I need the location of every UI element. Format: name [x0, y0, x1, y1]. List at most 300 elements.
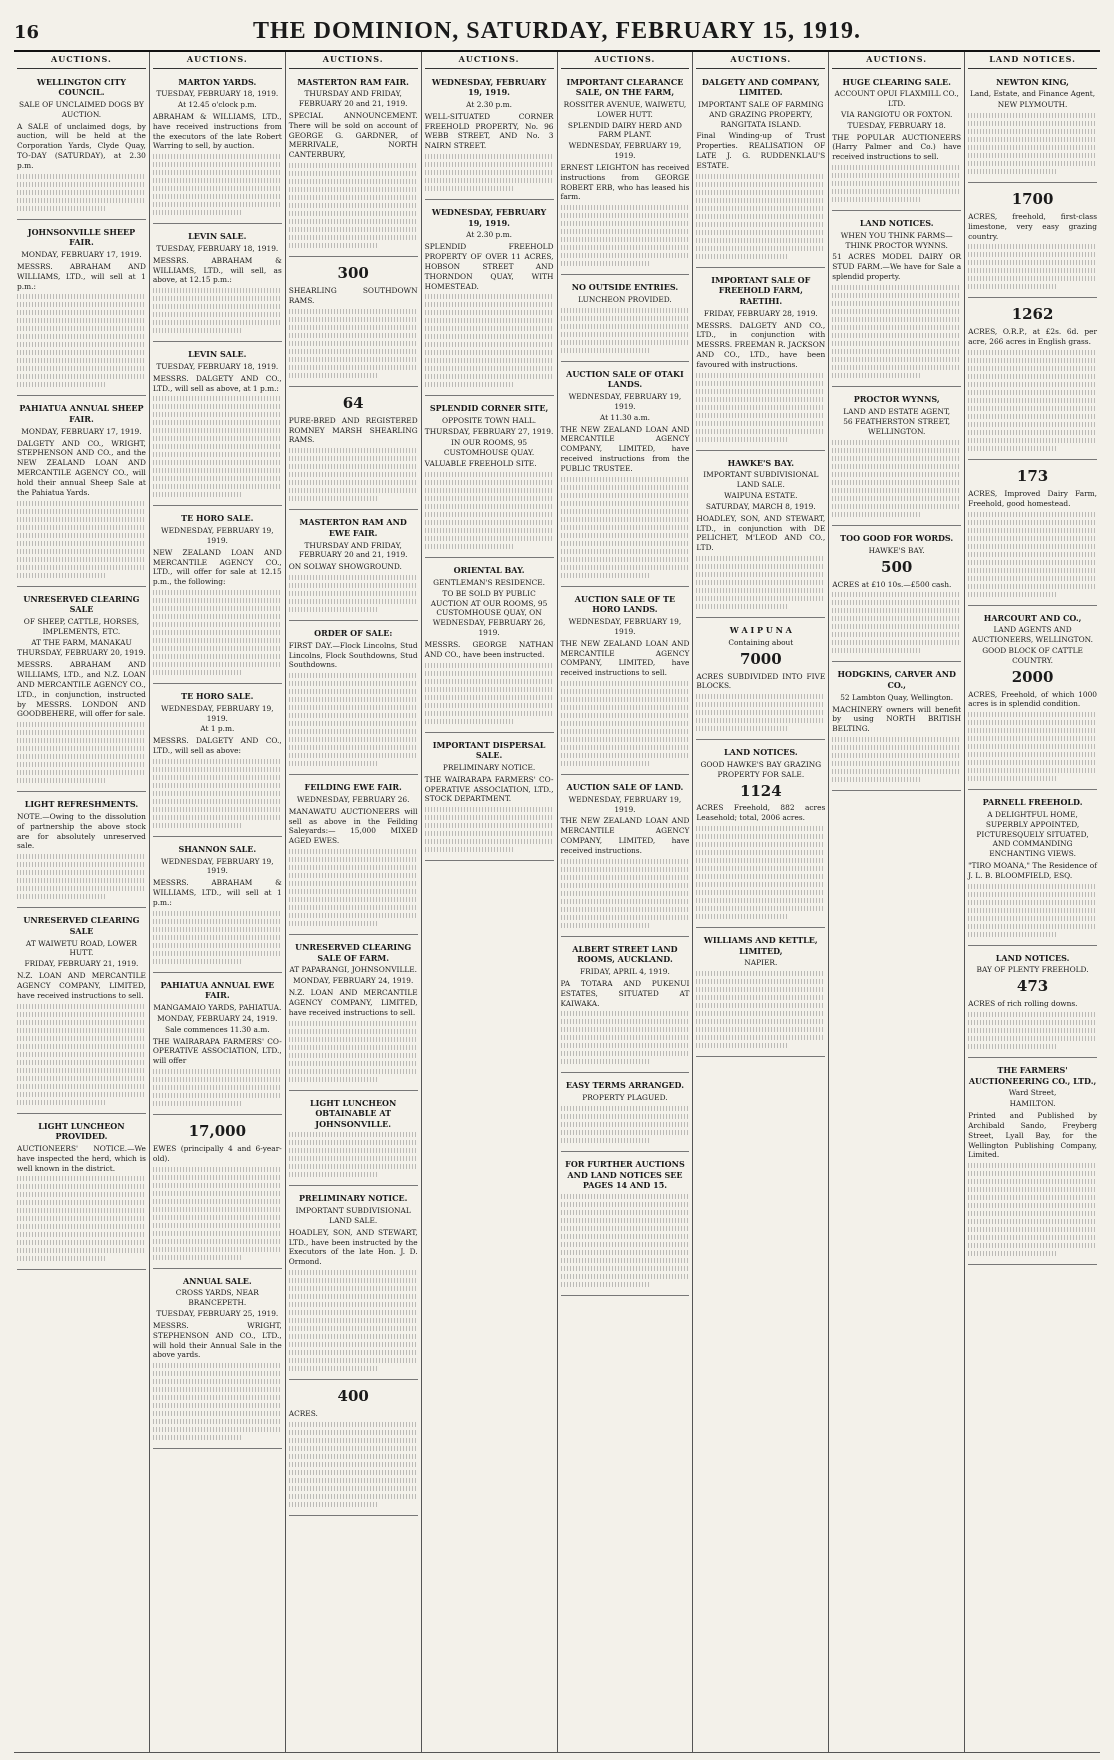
text-line-placeholder [17, 1200, 146, 1205]
ad-title: LAND NOTICES. [995, 952, 1070, 963]
text-line-placeholder [153, 1085, 282, 1090]
text-line-placeholder [832, 761, 961, 766]
text-line-placeholder [968, 414, 1097, 419]
text-line-placeholder [425, 334, 554, 339]
column-header: LAND NOTICES. [968, 52, 1097, 69]
text-line-placeholder [289, 187, 418, 192]
text-line-placeholder [153, 1183, 282, 1188]
text-line-placeholder [425, 342, 554, 347]
text-line-placeholder [289, 496, 379, 501]
ad-title: PAHIATUA ANNUAL SHEEP FAIR. [19, 403, 144, 425]
ad-body: ACRES, freehold, first-class limestone, very easy grazing country. [968, 211, 1097, 241]
ad-subline: OF SHEEP, CATTLE, HORSES, IMPLEMENTS, ETC. [23, 616, 140, 636]
text-line-placeholder [289, 235, 418, 240]
text-line-placeholder [561, 485, 690, 490]
ad-body: ACRES, Improved Dairy Farm, Freehold, good homestead. [968, 488, 1097, 508]
ad-body: ERNEST LEIGHTON has received instructions from GEORGE ROBERT ERB, who has leased his farm. [560, 162, 690, 202]
ad-title: LAND NOTICES. [859, 218, 934, 229]
ad-body: ACRES, Freehold, of which 1000 acres is in splendid condition. [968, 689, 1097, 709]
text-line-placeholder [289, 1462, 418, 1467]
text-line-placeholder [968, 560, 1097, 565]
column-7 [829, 52, 965, 1752]
text-line-placeholder [153, 1167, 282, 1172]
advertisement [153, 1271, 282, 1450]
text-line-placeholder [289, 607, 379, 612]
ad-subline: WEDNESDAY, FEBRUARY 19, 1919. [568, 617, 682, 636]
text-line-placeholder [832, 488, 961, 493]
ad-title: MASTERTON RAM FAIR. [297, 76, 409, 87]
ad-subline: VIA RANGIOTU OR FOXTON. [841, 109, 953, 119]
text-line-placeholder [289, 1422, 418, 1427]
text-line-placeholder [153, 1191, 282, 1196]
text-line-placeholder [153, 1371, 282, 1376]
text-line-placeholder [289, 1366, 379, 1371]
text-line-placeholder [561, 1242, 690, 1247]
ad-subline: SALE OF UNCLAIMED DOGS BY AUCTION. [19, 99, 144, 119]
text-line-placeholder [968, 1187, 1097, 1192]
text-line-placeholder [696, 842, 825, 847]
ad-subline: NEW PLYMOUTH. [997, 100, 1068, 110]
ad-subline: OPPOSITE TOWN HALL. [442, 416, 537, 426]
text-line-placeholder [696, 381, 825, 386]
text-line-placeholder [832, 504, 961, 509]
text-line-placeholder [17, 541, 146, 546]
text-line-placeholder [561, 891, 690, 896]
text-line-placeholder [425, 544, 515, 549]
ad-subline: PRELIMINARY NOTICE. [442, 762, 536, 772]
text-line-placeholder [425, 711, 554, 716]
text-line-placeholder [561, 501, 690, 506]
advertisement [832, 528, 961, 662]
text-line-placeholder [968, 1227, 1097, 1232]
text-line-placeholder [289, 873, 418, 878]
ad-title: AUCTION SALE OF LAND. [566, 782, 684, 793]
text-line-placeholder [561, 713, 690, 718]
text-line-placeholder [17, 1092, 146, 1097]
text-line-placeholder [968, 760, 1097, 765]
text-line-placeholder [968, 113, 1097, 118]
ad-figure: 17,000 [188, 1122, 247, 1141]
text-line-placeholder [425, 162, 554, 167]
text-line-placeholder [968, 390, 1097, 395]
text-line-placeholder [153, 1069, 282, 1074]
text-line-placeholder [832, 480, 961, 485]
text-line-placeholder [153, 476, 282, 481]
ad-subline: LAND AND ESTATE AGENT, [843, 406, 951, 416]
ad-subline: WAIPUNA ESTATE. [724, 491, 798, 501]
text-line-placeholder [153, 178, 282, 183]
text-line-placeholder [968, 776, 1058, 781]
text-line-placeholder [17, 182, 146, 187]
text-line-placeholder [696, 198, 825, 203]
text-line-placeholder [289, 1326, 418, 1331]
text-line-placeholder [17, 1100, 107, 1105]
text-line-placeholder [832, 197, 922, 202]
text-line-placeholder [289, 317, 418, 322]
text-line-placeholder [561, 308, 690, 313]
text-line-placeholder [696, 190, 825, 195]
text-line-placeholder [153, 1239, 282, 1244]
text-line-placeholder [425, 374, 554, 379]
column-header: AUCTIONS. [153, 52, 282, 69]
ad-body: MESSRS. ABRAHAM & WILLIAMS, LTD., will sell, as above, at 12.15 p.m.: [152, 255, 282, 285]
text-line-placeholder [17, 517, 146, 522]
ad-subline: MANGAMAIO YARDS, PAHIATUA. [153, 1003, 282, 1013]
text-line-placeholder [561, 557, 690, 562]
text-line-placeholder [289, 905, 418, 910]
text-line-placeholder [832, 301, 961, 306]
ad-title: DALGETY AND COMPANY, LIMITED. [701, 76, 820, 98]
text-line-placeholder [561, 1043, 690, 1048]
advertisement [696, 620, 825, 740]
text-line-placeholder [153, 1411, 282, 1416]
ad-body: SPLENDID FREEHOLD PROPERTY OF OVER 11 ACRES, HOBSON STREET AND THORNDON QUAY, WITH HOMESTEAD. [424, 242, 554, 291]
text-line-placeholder [561, 681, 690, 686]
text-line-placeholder [289, 575, 418, 580]
text-line-placeholder [561, 1234, 690, 1239]
ad-title: PROCTOR WYNNS, [853, 394, 940, 404]
ad-subline: MONDAY, FEBRUARY 17, 1919. [21, 426, 142, 436]
text-line-placeholder [17, 374, 146, 379]
ad-title: EASY TERMS ARRANGED. [565, 1080, 684, 1091]
text-line-placeholder [561, 899, 690, 904]
text-line-placeholder [425, 170, 554, 175]
ad-title: LIGHT REFRESHMENTS. [24, 799, 139, 810]
ad-figure: 7000 [739, 649, 782, 668]
ad-body: MESSRS. DALGETY AND CO., LTD., in conjunction with MESSRS. FREEMAN R. JACKSON AND CO., LTD., have been favoured with instructions. [696, 320, 826, 369]
ad-body: MESSRS. ABRAHAM AND WILLIAMS, LTD., and N.Z. LOAN AND MERCANTILE AGENCY CO., LTD., in conjunction, instructed by MESSRS. LONDON AND GOODBEHERE, will offer for sale. [17, 660, 146, 719]
ad-body: THE POPULAR AUCTIONEERS (Harry Palmer and Co.) have received instructions to sell. [832, 132, 962, 162]
text-line-placeholder [289, 211, 418, 216]
ad-subline: LUNCHEON PROVIDED. [578, 294, 672, 304]
ad-subline: 52 Lambton Quay, Wellington. [840, 692, 954, 702]
text-line-placeholder [17, 746, 146, 751]
advertisement [832, 213, 961, 387]
ad-title: IMPORTANT CLEARANCE SALE, ON THE FARM, [566, 76, 684, 98]
text-line-placeholder [968, 908, 1097, 913]
text-line-placeholder [832, 632, 961, 637]
ad-body: MACHINERY owners will benefit by using NORTH BRITISH BELTING. [832, 704, 962, 734]
text-line-placeholder [561, 875, 690, 880]
text-line-placeholder [968, 145, 1097, 150]
advertisement [832, 389, 961, 526]
text-line-placeholder [561, 213, 690, 218]
text-line-placeholder [17, 1248, 146, 1253]
text-line-placeholder [425, 536, 554, 541]
text-line-placeholder [153, 1199, 282, 1204]
ad-title: WILLIAMS AND KETTLE, LIMITED, [703, 935, 818, 956]
text-line-placeholder [561, 1051, 690, 1056]
ad-title: ORIENTAL BAY. [453, 565, 525, 576]
text-line-placeholder [696, 238, 825, 243]
text-line-placeholder [425, 488, 554, 493]
text-line-placeholder [153, 396, 282, 401]
text-line-placeholder [561, 729, 690, 734]
text-line-placeholder [832, 648, 922, 653]
advertisement [561, 277, 690, 361]
text-line-placeholder [153, 759, 282, 764]
ad-body: ACRES SUBDIVIDED INTO FIVE BLOCKS. [696, 671, 826, 691]
text-line-placeholder [425, 512, 554, 517]
text-line-placeholder [153, 654, 282, 659]
text-line-placeholder [832, 753, 961, 758]
ad-figure: 300 [337, 264, 369, 283]
ad-body: N.Z. LOAN AND MERCANTILE AGENCY COMPANY, LIMITED, have received instructions to sell. [288, 987, 418, 1017]
text-line-placeholder [153, 296, 282, 301]
text-line-placeholder [289, 325, 418, 330]
text-line-placeholder [289, 179, 418, 184]
text-line-placeholder [425, 302, 554, 307]
text-line-placeholder [153, 927, 282, 932]
text-line-placeholder [153, 194, 282, 199]
text-line-placeholder [832, 616, 961, 621]
text-line-placeholder [425, 154, 554, 159]
text-line-placeholder [289, 1037, 418, 1042]
text-line-placeholder [289, 1156, 418, 1161]
text-line-placeholder [696, 971, 825, 976]
text-line-placeholder [153, 304, 282, 309]
text-line-placeholder [968, 129, 1097, 134]
text-line-placeholder [17, 738, 146, 743]
text-line-placeholder [17, 366, 146, 371]
ad-title: TOO GOOD FOR WORDS. [840, 533, 954, 544]
text-line-placeholder [289, 713, 418, 718]
ad-title: W A I P U N A [729, 625, 792, 636]
text-line-placeholder [425, 366, 554, 371]
text-line-placeholder [425, 326, 554, 331]
ad-body: MANAWATU AUCTIONEERS will sell as above in the Feilding Saleyards:— 15,000 MIXED AGED EWES. [288, 806, 418, 846]
text-line-placeholder [968, 892, 1097, 897]
text-line-placeholder [17, 1028, 146, 1033]
text-line-placeholder [289, 1334, 418, 1339]
ad-figure: 2000 [1011, 667, 1054, 686]
text-line-placeholder [561, 859, 690, 864]
text-line-placeholder [289, 889, 418, 894]
advertisement [968, 72, 1097, 183]
text-line-placeholder [425, 294, 554, 299]
text-line-placeholder [832, 448, 961, 453]
text-line-placeholder [696, 694, 825, 699]
text-line-placeholder [425, 318, 554, 323]
text-line-placeholder [561, 541, 690, 546]
text-line-placeholder [561, 1218, 690, 1223]
text-line-placeholder [968, 406, 1097, 411]
ad-subline: TUESDAY, FEBRUARY 18, 1919. [156, 243, 279, 253]
text-line-placeholder [561, 324, 690, 329]
text-line-placeholder [153, 202, 282, 207]
text-line-placeholder [561, 1035, 690, 1040]
ad-body: "TIRO MOANA," The Residence of J. L. B. BLOOMFIELD, ESQ. [968, 861, 1097, 880]
ad-body: EWES (principally 4 and 6-year-old). [152, 1144, 282, 1163]
text-line-placeholder [153, 791, 282, 796]
text-line-placeholder [696, 564, 825, 569]
text-line-placeholder [696, 1027, 825, 1032]
ad-subline: WEDNESDAY, FEBRUARY 19, 1919. [568, 141, 682, 161]
ad-body: VALUABLE FREEHOLD SITE. [424, 459, 537, 469]
text-line-placeholder [17, 302, 146, 307]
text-line-placeholder [968, 1251, 1058, 1256]
text-line-placeholder [289, 1132, 418, 1137]
ad-body: ACRES of rich rolling downs. [968, 999, 1078, 1009]
text-line-placeholder [561, 549, 690, 554]
ad-title: UNRESERVED CLEARING SALE OF FARM. [295, 942, 412, 963]
ad-title: THE FARMERS' AUCTIONEERING CO., LTD., [968, 1065, 1097, 1086]
ad-title: FEILDING EWE FAIR. [304, 782, 402, 793]
advertisement [289, 512, 418, 621]
text-line-placeholder [425, 480, 554, 485]
text-line-placeholder [696, 834, 825, 839]
text-line-placeholder [561, 721, 690, 726]
text-line-placeholder [968, 900, 1097, 905]
text-line-placeholder [968, 161, 1097, 166]
text-line-placeholder [153, 638, 282, 643]
text-line-placeholder [17, 1060, 146, 1065]
advertisement [968, 462, 1097, 606]
ad-title: MASTERTON RAM AND EWE FAIR. [299, 517, 407, 538]
text-line-placeholder [153, 154, 282, 159]
ad-subline: WEDNESDAY, FEBRUARY 19, 1919. [568, 794, 682, 814]
ad-subline: PROPERTY PLAGUED. [582, 1093, 668, 1103]
text-line-placeholder [561, 1258, 690, 1263]
column-header: AUCTIONS. [561, 52, 690, 69]
ad-subline: Sale commences 11.30 a.m. [165, 1024, 270, 1034]
ad-subline: AT WAIWETU ROAD, LOWER HUTT. [25, 938, 137, 958]
advertisement [696, 270, 825, 451]
text-line-placeholder [832, 777, 922, 782]
text-line-placeholder [968, 260, 1097, 265]
text-line-placeholder [153, 1255, 243, 1260]
text-line-placeholder [832, 608, 961, 613]
text-line-placeholder [17, 1256, 107, 1261]
ad-body: ON SOLWAY SHOWGROUND. [288, 562, 402, 572]
text-line-placeholder [832, 464, 961, 469]
ad-subline: WEDNESDAY, FEBRUARY 19, 1919. [161, 703, 274, 723]
advertisement [696, 742, 825, 928]
ad-body: Final Winding-up of Trust Properties. REALISATION OF LATE J. G. RUDDENKLAU'S ESTATE. [696, 131, 826, 170]
text-line-placeholder [696, 206, 825, 211]
text-line-placeholder [289, 1430, 418, 1435]
ad-body: SHEARLING SOUTHDOWN RAMS. [288, 286, 418, 305]
advertisement [696, 930, 825, 1057]
ad-subline: ROSSITER AVENUE, WAIWETU, LOWER HUTT. [563, 99, 687, 119]
text-line-placeholder [153, 943, 282, 948]
text-line-placeholder [968, 252, 1097, 257]
text-line-placeholder [17, 1076, 146, 1081]
text-line-placeholder [425, 807, 554, 812]
text-line-placeholder [17, 1052, 146, 1057]
text-line-placeholder [289, 309, 418, 314]
advertisement [17, 222, 146, 397]
text-line-placeholder [17, 1068, 146, 1073]
text-line-placeholder [696, 995, 825, 1000]
text-line-placeholder [289, 333, 418, 338]
text-line-placeholder [561, 915, 690, 920]
text-line-placeholder [561, 1194, 690, 1199]
text-line-placeholder [696, 1019, 825, 1024]
text-line-placeholder [289, 1494, 418, 1499]
text-line-placeholder [696, 580, 825, 585]
text-line-placeholder [17, 533, 146, 538]
text-line-placeholder [153, 1223, 282, 1228]
ad-body: AUCTIONEERS' NOTICE.—We have inspected the herd, which is well known in the district. [17, 1143, 146, 1173]
text-line-placeholder [968, 422, 1097, 427]
text-line-placeholder [17, 1184, 146, 1189]
ad-subline: THURSDAY AND FRIDAY, FEBRUARY 20 and 21, 1919. [298, 540, 408, 560]
advertisement [153, 226, 282, 342]
text-line-placeholder [289, 599, 418, 604]
text-line-placeholder [425, 350, 554, 355]
text-line-placeholder [696, 1011, 825, 1016]
ad-subline: IMPORTANT SUBDIVISIONAL LAND SALE. [295, 1206, 411, 1225]
ad-title: HUGE CLEARING SALE. [842, 76, 951, 87]
text-line-placeholder [289, 1164, 418, 1169]
text-line-placeholder [696, 604, 786, 609]
advertisement [968, 608, 1097, 791]
text-line-placeholder [153, 468, 282, 473]
text-line-placeholder [153, 783, 282, 788]
column-4 [422, 52, 558, 1752]
ad-title: TE HORO SALE. [181, 691, 254, 702]
text-line-placeholder [832, 373, 922, 378]
text-line-placeholder [153, 767, 282, 772]
ad-title: PARNELL FREEHOLD. [982, 797, 1083, 808]
text-line-placeholder [696, 858, 825, 863]
ad-figure: 173 [1016, 467, 1049, 486]
ad-title: NEWTON KING, [996, 76, 1069, 87]
ad-body: Printed and Published by Archibald Sando, Freyberg Street, Lyall Bay, for the Wellington Publishing Company, Limited. [968, 1111, 1097, 1160]
ad-figure: 473 [1016, 977, 1049, 996]
text-line-placeholder [832, 496, 961, 501]
advertisement [425, 202, 554, 396]
text-line-placeholder [968, 1219, 1097, 1224]
ad-title: LIGHT LUNCHEON PROVIDED. [38, 1120, 125, 1142]
text-line-placeholder [561, 705, 690, 710]
text-line-placeholder [289, 1053, 418, 1058]
text-line-placeholder [832, 456, 961, 461]
text-line-placeholder [968, 916, 1097, 921]
text-line-placeholder [832, 189, 961, 194]
text-line-placeholder [696, 389, 825, 394]
text-line-placeholder [561, 1059, 651, 1064]
advertisement [425, 72, 554, 200]
paper-title: THE DOMINION, SATURDAY, FEBRUARY 15, 1919. [252, 18, 862, 44]
text-line-placeholder [832, 309, 961, 314]
ad-title: LAND NOTICES. [724, 747, 798, 758]
text-line-placeholder [153, 288, 282, 293]
text-line-placeholder [289, 365, 418, 370]
ad-subline: BAY OF PLENTY FREEHOLD. [976, 965, 1089, 975]
text-line-placeholder [832, 349, 961, 354]
text-line-placeholder [17, 549, 146, 554]
text-line-placeholder [17, 778, 107, 783]
text-line-placeholder [153, 1231, 282, 1236]
advertisement [17, 794, 146, 908]
text-line-placeholder [696, 254, 786, 259]
ad-body: ACRES, O.R.P., at £2s. 6d. per acre, 266 acres in English grass. [968, 327, 1097, 347]
text-line-placeholder [289, 1438, 418, 1443]
ad-body: THE WAIRARAPA FARMERS' CO-OPERATIVE ASSOCIATION, LTD., will offer [152, 1036, 282, 1066]
text-line-placeholder [832, 745, 961, 750]
text-line-placeholder [832, 181, 961, 186]
text-line-placeholder [832, 317, 961, 322]
ad-title: NO OUTSIDE ENTRIES. [571, 282, 679, 293]
column-6 [693, 52, 829, 1752]
columns [14, 52, 1100, 1753]
text-line-placeholder [289, 448, 418, 453]
text-line-placeholder [289, 1148, 418, 1153]
ad-body: 51 ACRES MODEL DAIRY OR STUD FARM.—We have for Sale a splendid property. [832, 252, 962, 282]
text-line-placeholder [289, 1140, 418, 1145]
